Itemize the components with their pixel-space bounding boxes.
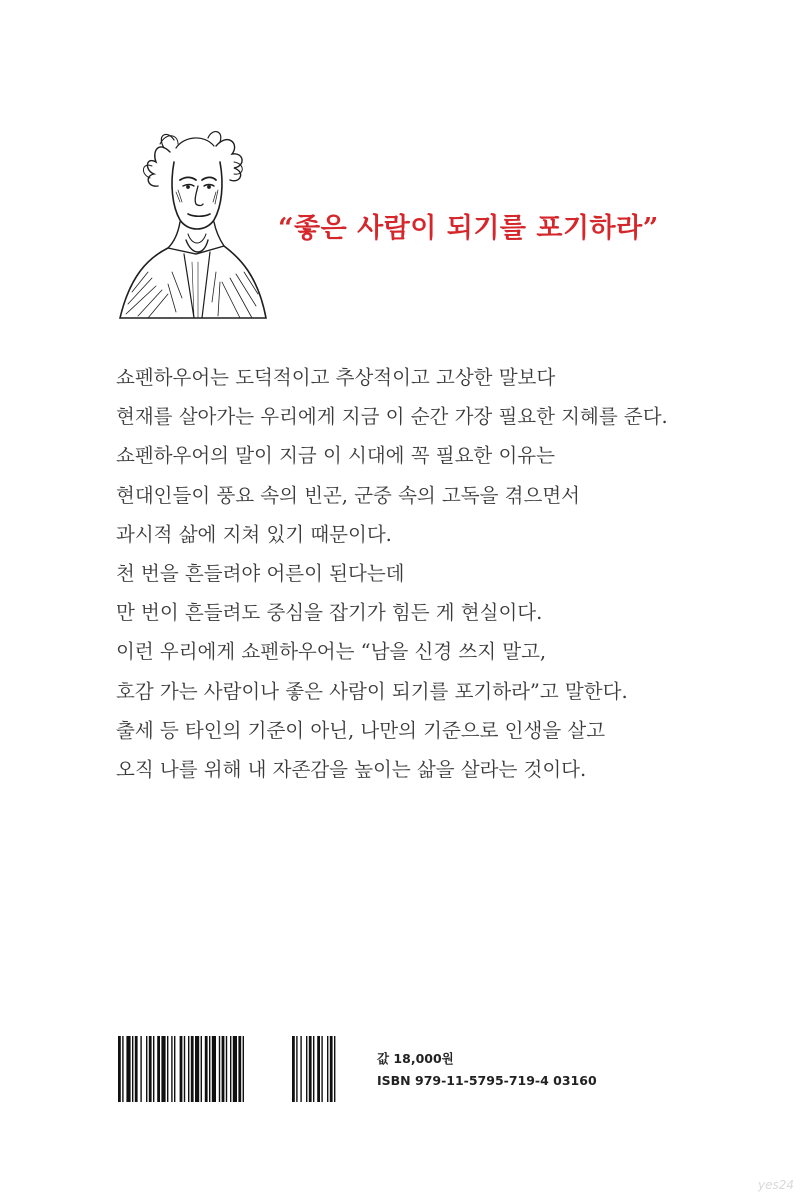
barcode-addon-bar <box>300 1036 301 1102</box>
body-line: 이런 우리에게 쇼펜하우어는 “남을 신경 쓰지 말고, <box>116 640 547 664</box>
body-line: 호감 가는 사람이나 좋은 사람이 되기를 포기하라”고 말한다. <box>116 679 628 703</box>
barcode-addon-bar <box>306 1036 307 1102</box>
barcode-bar <box>140 1036 141 1102</box>
barcode-addon-bar <box>327 1036 328 1102</box>
barcode-addon-bar <box>317 1036 320 1102</box>
barcode-addon-bar <box>334 1036 335 1102</box>
body-line: 만 번이 흔들려도 중심을 잡기가 힘든 게 현실이다. <box>116 601 543 625</box>
barcode-addon-bar <box>330 1036 333 1102</box>
barcode-bar <box>174 1036 175 1102</box>
barcode-bar <box>238 1036 241 1102</box>
barcode-bar <box>180 1036 183 1102</box>
isbn-barcode <box>116 1036 368 1102</box>
body-line: 현대인들이 풍요 속의 빈곤, 군중 속의 고독을 겪으면서 <box>116 483 581 507</box>
barcode-bar <box>132 1036 133 1102</box>
body-line: 쇼펜하우어의 말이 지금 이 시대에 꼭 필요한 이유는 <box>116 444 555 468</box>
barcode-bar <box>167 1036 168 1102</box>
barcode-bar <box>146 1036 147 1102</box>
barcode-bar <box>161 1036 165 1102</box>
body-text <box>116 358 736 789</box>
barcode-bar <box>153 1036 154 1102</box>
schopenhauer-portrait-illustration <box>108 122 278 322</box>
barcode-addon-bar <box>296 1036 297 1102</box>
barcode-bar <box>195 1036 199 1102</box>
barcode-bar <box>184 1036 185 1102</box>
barcode-bar <box>157 1036 160 1102</box>
barcode-bar <box>230 1036 231 1102</box>
barcode-bar <box>209 1036 210 1102</box>
barcode-bar <box>149 1036 152 1102</box>
price-label: 값 18,000원 <box>377 1051 454 1066</box>
barcode-bar <box>205 1036 208 1102</box>
barcode-addon-bar <box>292 1036 295 1102</box>
body-line: 오직 나를 위해 내 자존감을 높이는 삶을 살라는 것이다. <box>116 757 587 781</box>
barcode-bar <box>243 1036 244 1102</box>
barcode-addon-bar <box>313 1036 314 1102</box>
body-line: 천 번을 흔들려야 어른이 된다는데 <box>116 561 405 585</box>
barcode-bar <box>191 1036 194 1102</box>
barcode-bar <box>226 1036 227 1102</box>
body-line: 과시적 삶에 지쳐 있기 때문이다. <box>116 522 392 546</box>
barcode-bar <box>188 1036 189 1102</box>
barcode-bar <box>219 1036 220 1102</box>
barcode-bar <box>118 1036 121 1102</box>
barcode-bar <box>122 1036 123 1102</box>
price-info <box>377 1048 597 1092</box>
body-line: 출세 등 타인의 기준이 아닌, 나만의 기준으로 인생을 살고 <box>116 718 606 742</box>
barcode-bar <box>222 1036 225 1102</box>
body-line: 현재를 살아가는 우리에게 지금 이 순간 가장 필요한 지혜를 준다. <box>116 405 668 429</box>
barcode-addon-bar <box>309 1036 312 1102</box>
watermark-logo: yes24 <box>757 1178 794 1192</box>
barcode-bar <box>233 1036 237 1102</box>
headline-quote: “좋은 사람이 되기를 포기하라” <box>278 213 659 244</box>
barcode-bar <box>212 1036 216 1102</box>
barcode-bar <box>135 1036 138 1102</box>
barcode-bar <box>171 1036 172 1102</box>
body-line: 쇼펜하우어는 도덕적이고 추상적이고 고상한 말보다 <box>116 366 556 389</box>
isbn-label: ISBN 979-11-5795-719-4 03160 <box>377 1073 597 1088</box>
barcode-addon-bar <box>321 1036 322 1102</box>
barcode-bar <box>126 1036 130 1102</box>
barcode-bar <box>201 1036 202 1102</box>
